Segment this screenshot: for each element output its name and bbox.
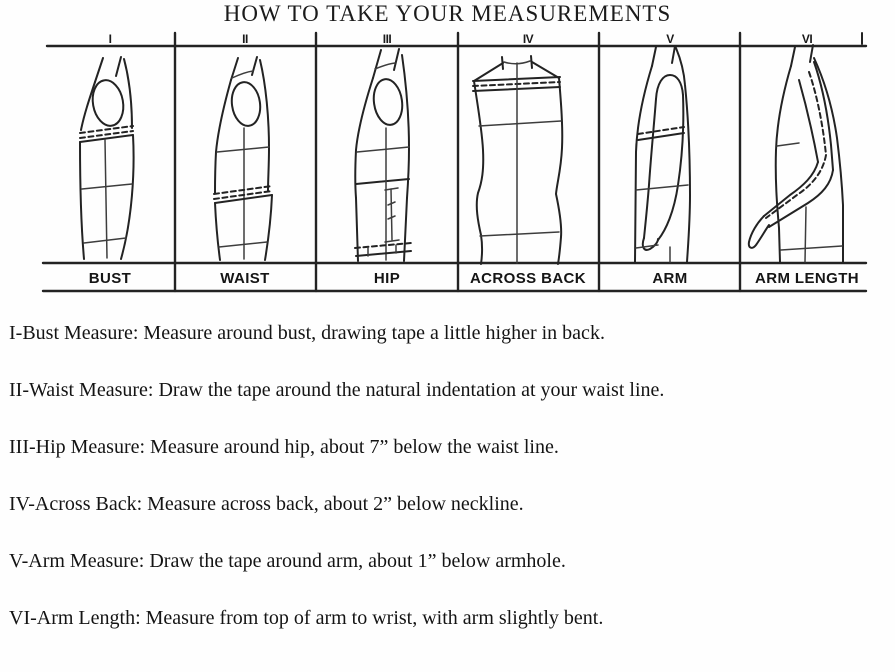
column-label-bust: BUST [88, 270, 132, 287]
column-numeral-bust: I [108, 32, 112, 46]
instructions-list [9, 321, 885, 663]
figure-arm-length [749, 45, 843, 262]
column-label-across-back: ACROSS BACK [469, 270, 587, 287]
diagram-grid [43, 33, 866, 291]
figure-waist [214, 57, 272, 260]
column-numeral-across-back: IV [522, 32, 534, 46]
column-numeral-arm-length: VI [801, 32, 813, 46]
figure-hip [355, 49, 411, 261]
instruction-arm: V-Arm Measure: Draw the tape around arm, about 1” below armhole. [9, 550, 566, 572]
page-title: HOW TO TAKE YOUR MEASUREMENTS [223, 1, 672, 26]
column-label-waist: WAIST [220, 270, 270, 287]
column-label-arm: ARM [652, 270, 688, 287]
column-numeral-hip: III [382, 32, 392, 46]
measurement-diagram [0, 0, 895, 300]
column-numeral-arm: V [666, 32, 674, 46]
column-label-hip: HIP [373, 270, 401, 287]
instruction-across-back: IV-Across Back: Measure across back, about 2” below neckline. [9, 493, 524, 515]
column-numeral-waist: II [242, 32, 248, 46]
column-label-arm-length: ARM LENGTH [755, 270, 859, 287]
instruction-waist: II-Waist Measure: Draw the tape around the natural indentation at your waist line. [9, 379, 665, 401]
seven-inch-marker [385, 188, 399, 242]
instruction-bust: I-Bust Measure: Measure around bust, drawing tape a little higher in back. [9, 322, 605, 344]
figure-across-back [473, 56, 562, 264]
figure-bust [80, 57, 134, 259]
instruction-arm-length: VI-Arm Length: Measure from top of arm to wrist, with arm slightly bent. [9, 607, 604, 629]
figure-arm [635, 46, 690, 262]
instruction-hip: III-Hip Measure: Measure around hip, about 7” below the waist line. [9, 436, 559, 458]
